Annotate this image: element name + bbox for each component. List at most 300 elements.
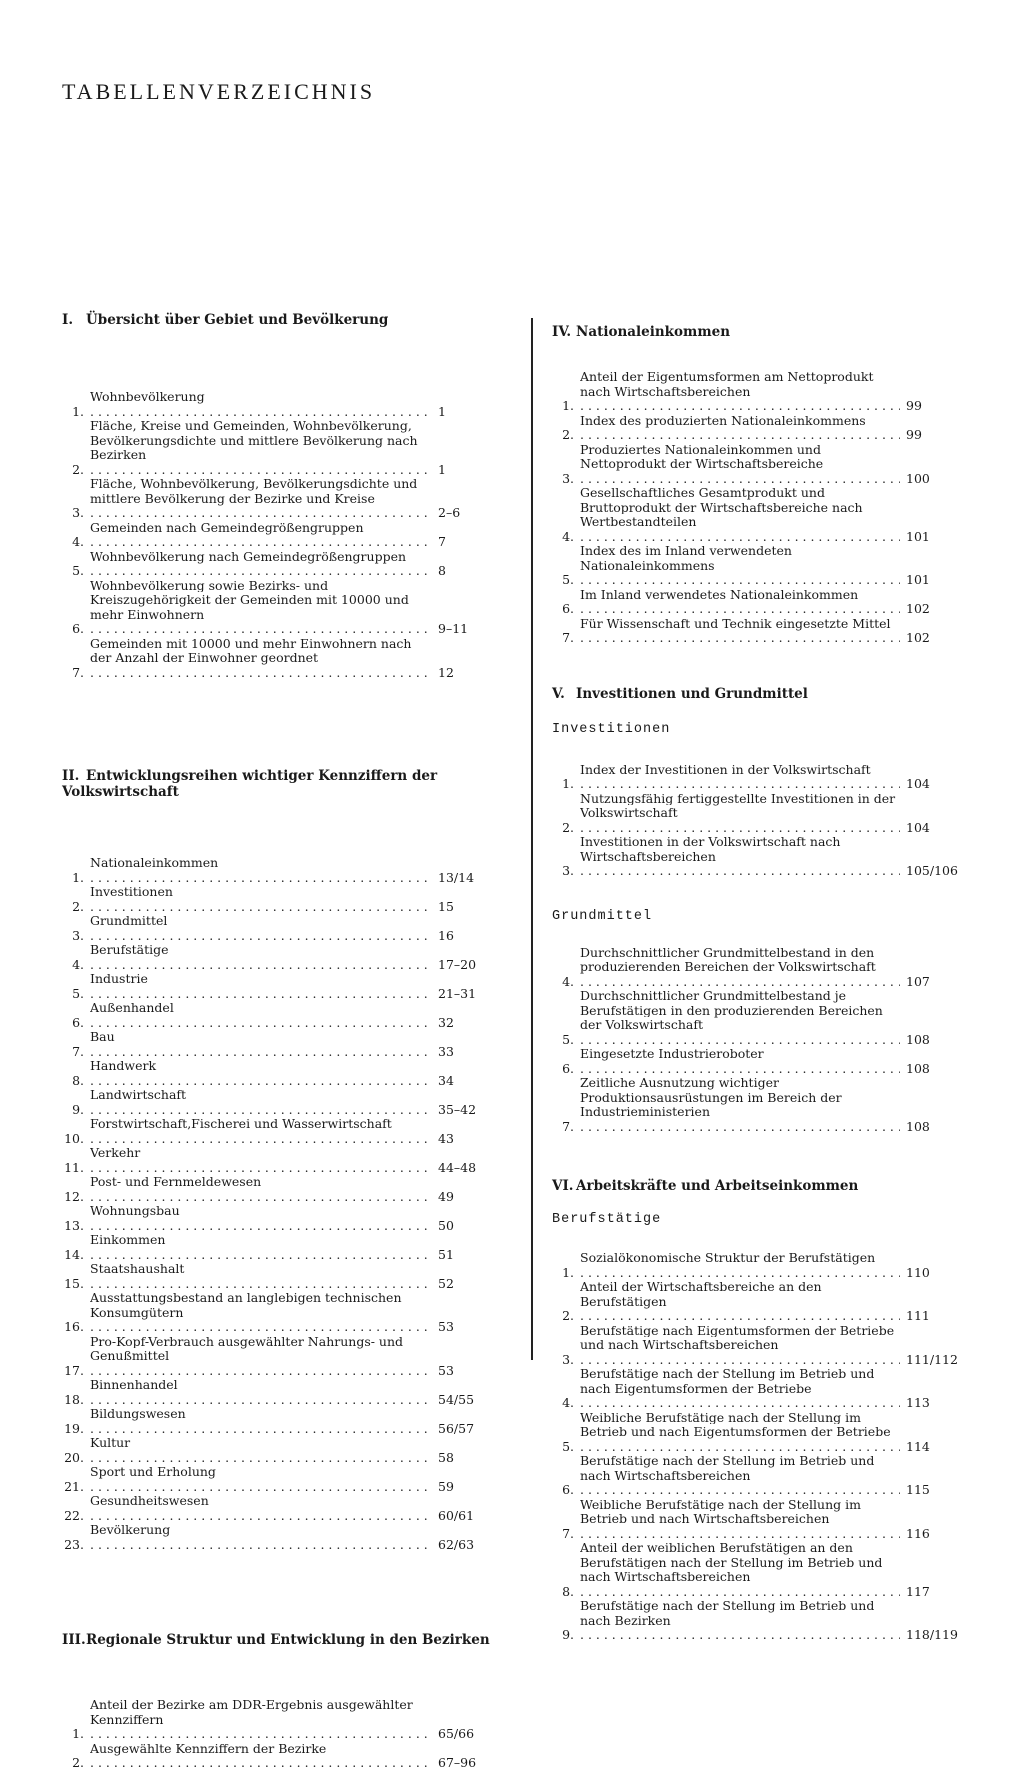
dot-leader (90, 1276, 432, 1291)
entry-page: 113 (906, 1395, 930, 1410)
entry-page: 53 (438, 1362, 454, 1378)
toc-entry (552, 763, 972, 792)
entry-title-text: Forstwirtschaft,Fischerei und Wasserwirtschaft (90, 1117, 392, 1131)
entry-title-text: Weibliche Berufstätige nach der Stellung im Betrieb und nach Wirtschaftsbereichen (580, 1497, 861, 1526)
entry-title (90, 550, 432, 579)
section-heading (552, 686, 972, 702)
dot-leader (90, 1363, 432, 1378)
entry-title (580, 588, 900, 617)
entry-title-text: Berufstätige (90, 943, 169, 957)
dot-leader (580, 1439, 900, 1454)
entry-title-text: Berufstätige nach der Stellung im Betrieb und nach Wirtschaftsbereichen (580, 1454, 875, 1483)
entry-number: 5. (562, 1031, 574, 1047)
entry-title-text: Investitionen (90, 885, 173, 899)
entry-title (90, 1030, 432, 1059)
toc-entry (552, 1498, 972, 1542)
entry-title-text: Kultur (90, 1436, 131, 1450)
entry-title-text: Gemeinden mit 10000 und mehr Einwohnern nach der Anzahl der Einwohner geordnet (90, 636, 412, 665)
entry-number: 4. (562, 1395, 574, 1410)
entry-title (580, 835, 900, 879)
entry-page: 15 (438, 898, 454, 914)
entry-number: 4. (72, 956, 84, 972)
dot-leader (90, 870, 432, 885)
toc-entry (552, 370, 972, 414)
entry-title-text: Wohnungsbau (90, 1204, 180, 1218)
entry-number: 4. (562, 528, 574, 544)
entry-title-text: Binnenhandel (90, 1378, 178, 1392)
dot-leader (580, 1584, 900, 1599)
dot-leader (580, 1352, 900, 1367)
dot-leader (90, 957, 432, 972)
entry-title (90, 1233, 432, 1262)
entry-number: 6. (562, 1482, 574, 1497)
entry-title-text: Anteil der Bezirke am DDR-Ergebnis ausgewählter Kennziffern (90, 1698, 413, 1727)
dot-leader (90, 665, 432, 680)
entry-number: 6. (562, 1060, 574, 1076)
entry-page: 8 (438, 563, 446, 578)
toc-entry (552, 414, 972, 443)
entry-number: 5. (72, 985, 84, 1001)
entry-page: 102 (906, 601, 930, 616)
toc-entry (62, 390, 502, 419)
entry-number: 2. (72, 461, 84, 477)
dot-leader (580, 1119, 900, 1134)
entry-page: 21–31 (438, 985, 477, 1001)
entry-number: 2. (72, 1755, 84, 1770)
dot-leader (580, 1265, 900, 1280)
entry-title-text: Für Wissenschaft und Technik eingesetzte Mittel (580, 616, 891, 631)
toc-entry (62, 1146, 502, 1175)
dot-leader (90, 1189, 432, 1204)
dot-leader (90, 534, 432, 549)
entry-title (90, 390, 432, 419)
entry-number: 18. (64, 1391, 84, 1407)
entry-title-text: Grundmittel (90, 914, 168, 928)
entry-title-text: Durchschnittlicher Grundmittelbestand je Berufstätigen in den produzierenden Bereichen der Volkswirtschaft (580, 989, 883, 1032)
entry-title-text: Sport und Erholung (90, 1465, 216, 1479)
entry-title (90, 1262, 432, 1291)
entry-page: 43 (438, 1130, 454, 1146)
toc-entry (62, 1523, 502, 1552)
dot-leader (580, 427, 900, 442)
entry-title-text: Fläche, Kreise und Gemeinden, Wohnbevölkerung, Bevölkerungsdichte und mittlere Bevölkerung nach Bezirken (90, 419, 418, 462)
left-column (62, 312, 502, 1771)
entry-number: 7. (562, 1525, 574, 1541)
entry-title-text: Post- und Fernmeldewesen (90, 1175, 262, 1189)
section-title: Übersicht über Gebiet und Bevölkerung (86, 312, 389, 328)
entry-number: 2. (562, 819, 574, 835)
entry-title (90, 1378, 432, 1407)
entry-page: 13/14 (438, 869, 475, 885)
section-1 (62, 312, 502, 680)
entry-page: 104 (906, 819, 930, 835)
entry-title (580, 1367, 900, 1411)
entry-title-text: Gemeinden nach Gemeindegrößengruppen (90, 520, 364, 535)
entry-number: 1. (72, 1726, 84, 1741)
dot-leader (90, 1421, 432, 1436)
entry-title-text: Wohnbevölkerung sowie Bezirks- und Kreiszugehörigkeit der Gemeinden mit 10000 und mehr Einwohnern (90, 578, 409, 622)
entry-page: 59 (438, 1478, 454, 1494)
entry-title (580, 792, 900, 836)
entry-title-text: Bevölkerung (90, 1523, 171, 1537)
toc-list (62, 1698, 502, 1771)
entry-page: 100 (906, 470, 930, 486)
entry-title-text: Eingesetzte Industrieroboter (580, 1047, 764, 1061)
entry-title (580, 414, 900, 443)
entry-title-text: Landwirtschaft (90, 1088, 187, 1102)
toc-entry (62, 477, 502, 521)
toc-entry (552, 1541, 972, 1599)
entry-title (90, 1523, 432, 1552)
toc-entry (62, 1335, 502, 1379)
toc-entry (62, 1378, 502, 1407)
entry-page: 44–48 (438, 1159, 477, 1175)
entry-title (90, 1001, 432, 1030)
toc-entry (552, 989, 972, 1047)
entry-page: 105/106 (906, 863, 958, 878)
entry-page: 62/63 (438, 1536, 475, 1552)
entry-number: 17. (64, 1362, 84, 1378)
dot-leader (90, 1102, 432, 1117)
entry-title-text: Industrie (90, 972, 148, 986)
entry-page: 35–42 (438, 1101, 477, 1117)
entry-page: 50 (438, 1217, 454, 1233)
section-title: Regionale Struktur und Entwicklung in den Bezirken (86, 1632, 490, 1648)
entry-number: 5. (562, 572, 574, 587)
toc-list (552, 763, 972, 879)
entry-page: 17–20 (438, 956, 477, 972)
entry-title (90, 885, 432, 914)
entry-title (90, 1291, 432, 1335)
entry-number: 5. (562, 1438, 574, 1454)
entry-number: 23. (64, 1536, 84, 1552)
entry-page: 7 (438, 534, 446, 549)
entry-title (90, 1698, 432, 1742)
entry-title (90, 972, 432, 1001)
dot-leader (580, 572, 900, 587)
dot-leader (580, 1627, 900, 1642)
dot-leader (90, 1537, 432, 1552)
entry-number: 22. (64, 1507, 84, 1523)
section-heading (62, 768, 502, 800)
dot-leader (90, 1392, 432, 1407)
toc-list (62, 856, 502, 1552)
section-title: Entwicklungsreihen wichtiger Kennziffern der Volkswirtschaft (62, 768, 438, 800)
entry-page: 101 (906, 528, 930, 544)
toc-list (62, 390, 502, 680)
toc-entry (62, 637, 502, 681)
toc-entry (62, 914, 502, 943)
section-heading (62, 1632, 502, 1648)
toc-entry (62, 1233, 502, 1262)
entry-number: 2. (72, 898, 84, 914)
toc-entry (62, 972, 502, 1001)
dot-leader (580, 1032, 900, 1047)
dot-leader (580, 630, 900, 645)
toc-entry (62, 885, 502, 914)
toc-entry (552, 443, 972, 487)
entry-page: 115 (906, 1482, 930, 1497)
toc-entry (552, 544, 972, 588)
section-heading (62, 312, 502, 328)
entry-title-text: Außenhandel (90, 1001, 174, 1015)
entry-page: 65/66 (438, 1726, 475, 1741)
entry-number: 2. (562, 427, 574, 442)
entry-number: 10. (64, 1130, 84, 1146)
toc-entry (62, 1088, 502, 1117)
entry-number: 3. (72, 927, 84, 943)
entry-page: 114 (906, 1438, 930, 1454)
entry-title-text: Wohnbevölkerung nach Gemeindegrößengruppen (90, 549, 407, 564)
dot-leader (90, 621, 432, 636)
section-5 (552, 686, 972, 1135)
toc-entry (552, 1324, 972, 1368)
entry-number: 4. (562, 973, 574, 989)
section-title: Investitionen und Grundmittel (576, 685, 808, 702)
dot-leader (90, 1131, 432, 1146)
entry-number: 7. (72, 1043, 84, 1059)
toc-list (552, 370, 972, 646)
toc-entry (552, 792, 972, 836)
dot-leader (90, 404, 432, 419)
entry-title-text: Zeitliche Ausnutzung wichtiger Produktionsausrüstungen im Bereich der Industrieministerien (580, 1076, 842, 1119)
entry-number: 14. (64, 1246, 84, 1262)
toc-entry (62, 1698, 502, 1742)
entry-title-text: Ausstattungsbestand an langlebigen technischen Konsumgütern (90, 1291, 402, 1320)
toc-entry (62, 419, 502, 477)
dot-leader (90, 505, 432, 520)
toc-entry (62, 1030, 502, 1059)
entry-number: 9. (72, 1101, 84, 1117)
toc-entry (552, 1454, 972, 1498)
entry-number: 3. (562, 863, 574, 878)
entry-title (90, 1117, 432, 1146)
toc-entry (62, 579, 502, 637)
entry-number: 3. (562, 470, 574, 486)
entry-number: 7. (72, 664, 84, 680)
entry-title (90, 579, 432, 637)
dot-leader (580, 398, 900, 413)
entry-title-text: Investitionen in der Volkswirtschaft nach Wirtschaftsbereichen (580, 835, 841, 864)
entry-title (580, 544, 900, 588)
dot-leader (90, 1450, 432, 1465)
entry-title-text: Index des im Inland verwendeten Nationaleinkommens (580, 544, 792, 573)
entry-title (580, 946, 900, 990)
subsection-title: Investitionen (552, 721, 671, 737)
entry-title (90, 1146, 432, 1175)
entry-title-text: Pro-Kopf-Verbrauch ausgewählter Nahrungs- und Genußmittel (90, 1334, 404, 1363)
entry-title-text: Im Inland verwendetes Nationaleinkommen (580, 587, 859, 602)
entry-number: 7. (562, 630, 574, 645)
entry-title-text: Nutzungsfähig fertiggestellte Investitionen in der Volkswirtschaft (580, 791, 896, 820)
section-2 (62, 768, 502, 1552)
entry-title-text: Einkommen (90, 1233, 166, 1247)
dot-leader (90, 1160, 432, 1175)
dot-leader (90, 1247, 432, 1262)
page-title: TABELLENVERZEICHNIS (62, 78, 376, 104)
entry-page: 33 (438, 1043, 454, 1059)
toc-entry (62, 1262, 502, 1291)
toc-list (552, 946, 972, 1135)
toc-entry (552, 486, 972, 544)
entry-title (580, 617, 900, 646)
entry-title (580, 1411, 900, 1455)
dot-leader (90, 1479, 432, 1494)
entry-page: 56/57 (438, 1420, 475, 1436)
entry-number: 16. (64, 1319, 84, 1334)
dot-leader (90, 1044, 432, 1059)
toc-entry (552, 1076, 972, 1134)
dot-leader (580, 1308, 900, 1323)
entry-title (580, 1498, 900, 1542)
entry-page: 53 (438, 1319, 454, 1334)
entry-page: 108 (906, 1060, 930, 1076)
entry-number: 21. (64, 1478, 84, 1494)
subsection-title: Grundmittel (552, 908, 653, 924)
entry-title-text: Index der Investitionen in der Volkswirtschaft (580, 762, 871, 777)
entry-title (90, 1465, 432, 1494)
entry-page: 52 (438, 1275, 454, 1291)
entry-page: 108 (906, 1118, 930, 1134)
toc-entry (62, 1742, 502, 1771)
entry-title (90, 1175, 432, 1204)
section-heading (552, 324, 972, 340)
entry-page: 54/55 (438, 1391, 475, 1407)
entry-title-text: Gesellschaftliches Gesamtprodukt und Bruttoprodukt der Wirtschaftsbereiche nach Wertbestandteilen (580, 486, 863, 529)
entry-page: 118/119 (906, 1627, 958, 1642)
entry-number: 1. (562, 776, 574, 791)
entry-title-text: Fläche, Wohnbevölkerung, Bevölkerungsdichte und mittlere Bevölkerung der Bezirke und Kreise (90, 477, 418, 506)
entry-title-text: Handwerk (90, 1059, 157, 1073)
entry-number: 6. (72, 621, 84, 636)
entry-page: 60/61 (438, 1507, 475, 1523)
toc-entry (552, 588, 972, 617)
entry-number: 4. (72, 534, 84, 549)
entry-page: 104 (906, 776, 930, 791)
dot-leader (90, 1319, 432, 1334)
entry-title-text: Sozialökonomische Struktur der Berufstätigen (580, 1251, 876, 1265)
entry-title (90, 419, 432, 477)
dot-leader (580, 471, 900, 486)
entry-title-text: Gesundheitswesen (90, 1494, 209, 1508)
entry-page: 51 (438, 1246, 454, 1262)
toc-entry (552, 946, 972, 990)
entry-title (580, 486, 900, 544)
toc-entry (62, 1175, 502, 1204)
entry-page: 111/112 (906, 1351, 958, 1367)
entry-title (90, 914, 432, 943)
entry-title-text: Index des produzierten Nationaleinkommens (580, 413, 866, 428)
dot-leader (580, 1526, 900, 1541)
entry-title (90, 1407, 432, 1436)
entry-title (90, 1494, 432, 1523)
dot-leader (580, 1061, 900, 1076)
entry-title (90, 943, 432, 972)
section-number: III. (62, 1632, 86, 1648)
toc-entry (62, 1407, 502, 1436)
entry-title (580, 370, 900, 414)
toc-entry (62, 943, 502, 972)
dot-leader (580, 974, 900, 989)
entry-title (90, 1088, 432, 1117)
section-6 (552, 1178, 972, 1643)
entry-title (580, 1280, 900, 1324)
dot-leader (580, 1395, 900, 1410)
dot-leader (90, 1726, 432, 1741)
toc-list (552, 1251, 972, 1643)
entry-page: 49 (438, 1188, 454, 1204)
toc-entry (62, 1291, 502, 1335)
entry-title (580, 1324, 900, 1368)
entry-title-text: Nationaleinkommen (90, 856, 219, 870)
entry-title (580, 989, 900, 1047)
entry-page: 58 (438, 1449, 454, 1465)
entry-number: 8. (72, 1072, 84, 1088)
entry-page: 108 (906, 1031, 930, 1047)
entry-page: 107 (906, 973, 930, 989)
dot-leader (580, 529, 900, 544)
section-title: Arbeitskräfte und Arbeitseinkommen (576, 1178, 859, 1194)
entry-number: 1. (562, 398, 574, 413)
entry-page: 102 (906, 630, 930, 645)
entry-page: 1 (438, 461, 446, 477)
entry-page: 9–11 (438, 621, 469, 636)
entry-page: 2–6 (438, 505, 461, 520)
dot-leader (580, 863, 900, 878)
entry-number: 3. (72, 505, 84, 520)
subsection-title: Berufstätige (552, 1212, 662, 1227)
entry-title (90, 1742, 432, 1771)
dot-leader (90, 1755, 432, 1770)
entry-number: 2. (562, 1308, 574, 1323)
entry-title (90, 1204, 432, 1233)
entry-number: 9. (562, 1627, 574, 1642)
entry-page: 99 (906, 427, 922, 442)
entry-number: 8. (562, 1583, 574, 1599)
toc-entry (62, 1117, 502, 1146)
entry-number: 19. (64, 1420, 84, 1436)
section-title: Nationaleinkommen (576, 324, 731, 340)
section-number: II. (62, 768, 80, 784)
entry-number: 5. (72, 563, 84, 578)
toc-entry (62, 1001, 502, 1030)
dot-leader (580, 776, 900, 791)
entry-page: 111 (906, 1308, 930, 1323)
entry-number: 7. (562, 1118, 574, 1134)
entry-title (580, 1541, 900, 1599)
entry-page: 117 (906, 1583, 930, 1599)
entry-page: 116 (906, 1525, 930, 1541)
entry-page: 99 (906, 398, 922, 413)
section-heading (552, 1178, 972, 1194)
entry-title-text: Berufstätige nach der Stellung im Betrieb und nach Bezirken (580, 1599, 875, 1628)
entry-title (90, 856, 432, 885)
entry-title (90, 477, 432, 521)
entry-number: 6. (72, 1014, 84, 1030)
entry-title-text: Bau (90, 1030, 115, 1044)
entry-title-text: Produziertes Nationaleinkommen und Nettoprodukt der Wirtschaftsbereiche (580, 442, 824, 471)
section-number: V. (552, 685, 565, 702)
entry-title-text: Ausgewählte Kennziffern der Bezirke (90, 1741, 327, 1756)
dot-leader (90, 1508, 432, 1523)
dot-leader (90, 462, 432, 477)
entry-title (580, 1454, 900, 1498)
entry-title (90, 1059, 432, 1088)
dot-leader (580, 820, 900, 835)
entry-title-text: Berufstätige nach der Stellung im Betrieb und nach Eigentumsformen der Betriebe (580, 1367, 875, 1396)
entry-title (580, 1599, 900, 1643)
entry-number: 1. (72, 403, 84, 419)
